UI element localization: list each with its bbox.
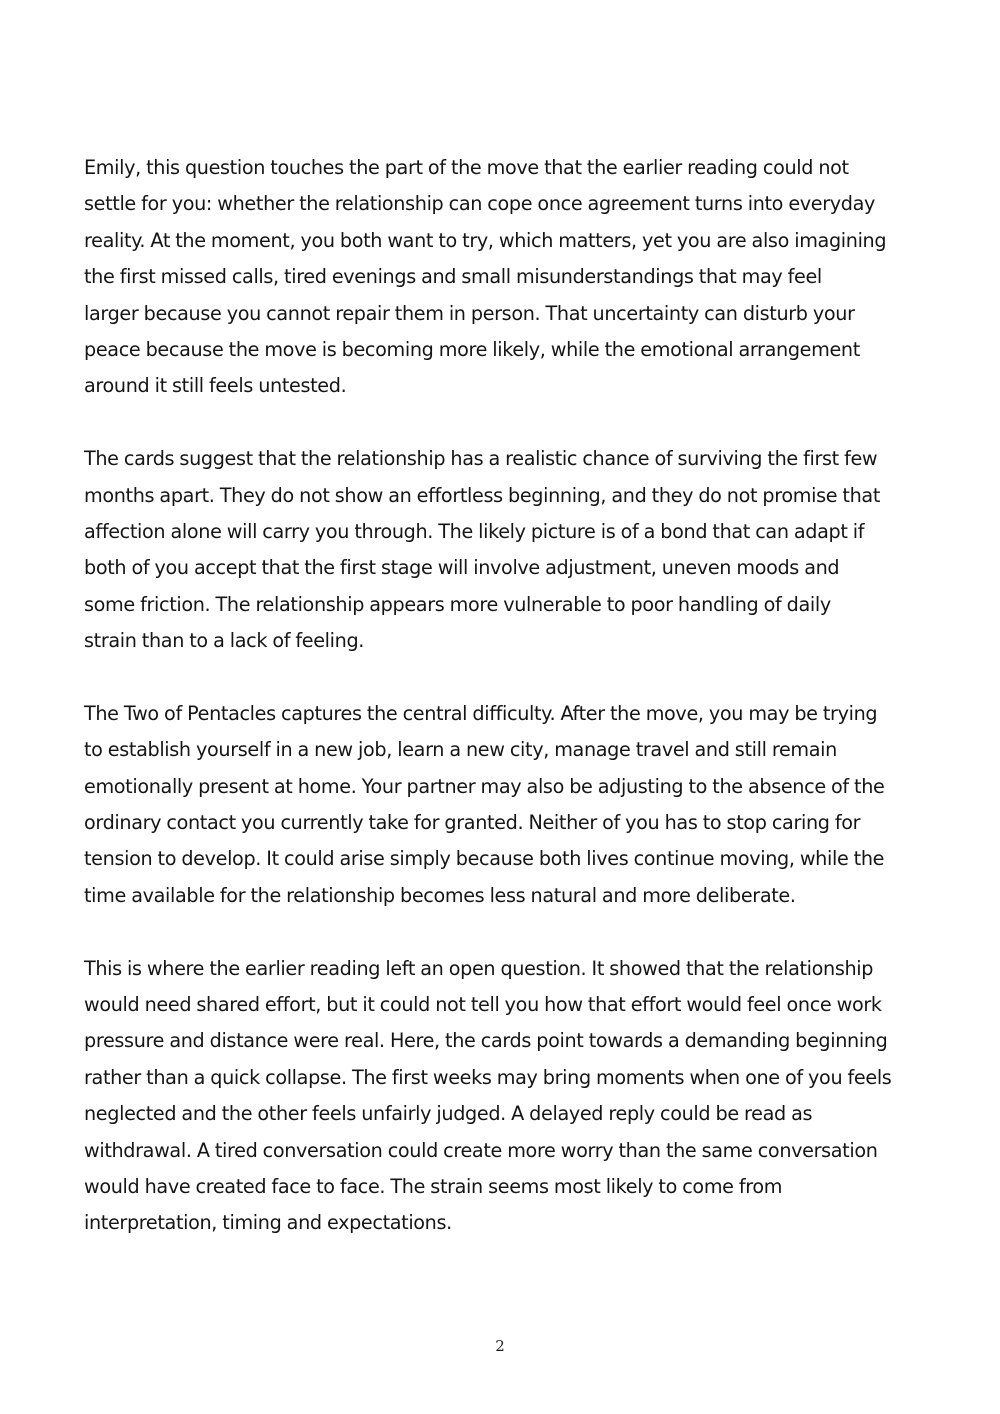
- text-line: emotionally present at home. Your partner may also be adjusting to the absence of the: [84, 774, 885, 798]
- text-line: peace because the move is becoming more likely, while the emotional arrangement: [84, 337, 860, 361]
- text-line: to establish yourself in a new job, learn a new city, manage travel and still remain: [84, 738, 837, 762]
- page-number: 2: [495, 1337, 505, 1355]
- text-line: reality. At the moment, you both want to try, which matters, yet you are also imagining: [84, 228, 887, 252]
- text-line: months apart. They do not show an effortless beginning, and they do not promise that: [84, 483, 880, 507]
- text-line: some friction. The relationship appears more vulnerable to poor handling of daily: [84, 592, 831, 616]
- text-line: the first missed calls, tired evenings and small misunderstandings that may feel: [84, 265, 822, 289]
- paragraph: [84, 150, 929, 405]
- text-line: The cards suggest that the relationship has a realistic chance of surviving the first few: [84, 447, 878, 471]
- text-line: neglected and the other feels unfairly judged. A delayed reply could be read as: [84, 1102, 813, 1126]
- text-line: around it still feels untested.: [84, 374, 347, 398]
- text-line: pressure and distance were real. Here, the cards point towards a demanding beginning: [84, 1029, 888, 1053]
- text-line: strain than to a lack of feeling.: [84, 629, 365, 653]
- text-line: interpretation, timing and expectations.: [84, 1211, 452, 1235]
- text-line: rather than a quick collapse. The first weeks may bring moments when one of you feels: [84, 1065, 892, 1089]
- text-line: withdrawal. A tired conversation could create more worry than the same conversation: [84, 1138, 878, 1162]
- text-line: would need shared effort, but it could not tell you how that effort would feel once work: [84, 992, 882, 1016]
- text-line: would have created face to face. The strain seems most likely to come from: [84, 1174, 783, 1198]
- paragraph: [84, 696, 929, 914]
- text-line: The Two of Pentacles captures the central difficulty. After the move, you may be trying: [84, 701, 878, 725]
- text-line: larger because you cannot repair them in person. That uncertainty can disturb your: [84, 301, 855, 325]
- text-line: affection alone will carry you through. The likely picture is of a bond that can adapt if: [84, 519, 865, 543]
- text-line: settle for you: whether the relationship can cope once agreement turns into everyday: [84, 192, 876, 216]
- text-line: tension to develop. It could arise simply because both lives continue moving, while the: [84, 847, 885, 871]
- body-text: [84, 150, 929, 1278]
- text-line: This is where the earlier reading left an open question. It showed that the relationship: [84, 956, 874, 980]
- text-line: Emily, this question touches the part of the move that the earlier reading could not: [84, 156, 849, 179]
- text-line: time available for the relationship becomes less natural and more deliberate.: [84, 883, 796, 907]
- paragraph: [84, 951, 929, 1242]
- paragraph: [84, 441, 929, 659]
- text-line: ordinary contact you currently take for granted. Neither of you has to stop caring for: [84, 811, 861, 835]
- text-line: both of you accept that the first stage will involve adjustment, uneven moods and: [84, 556, 840, 580]
